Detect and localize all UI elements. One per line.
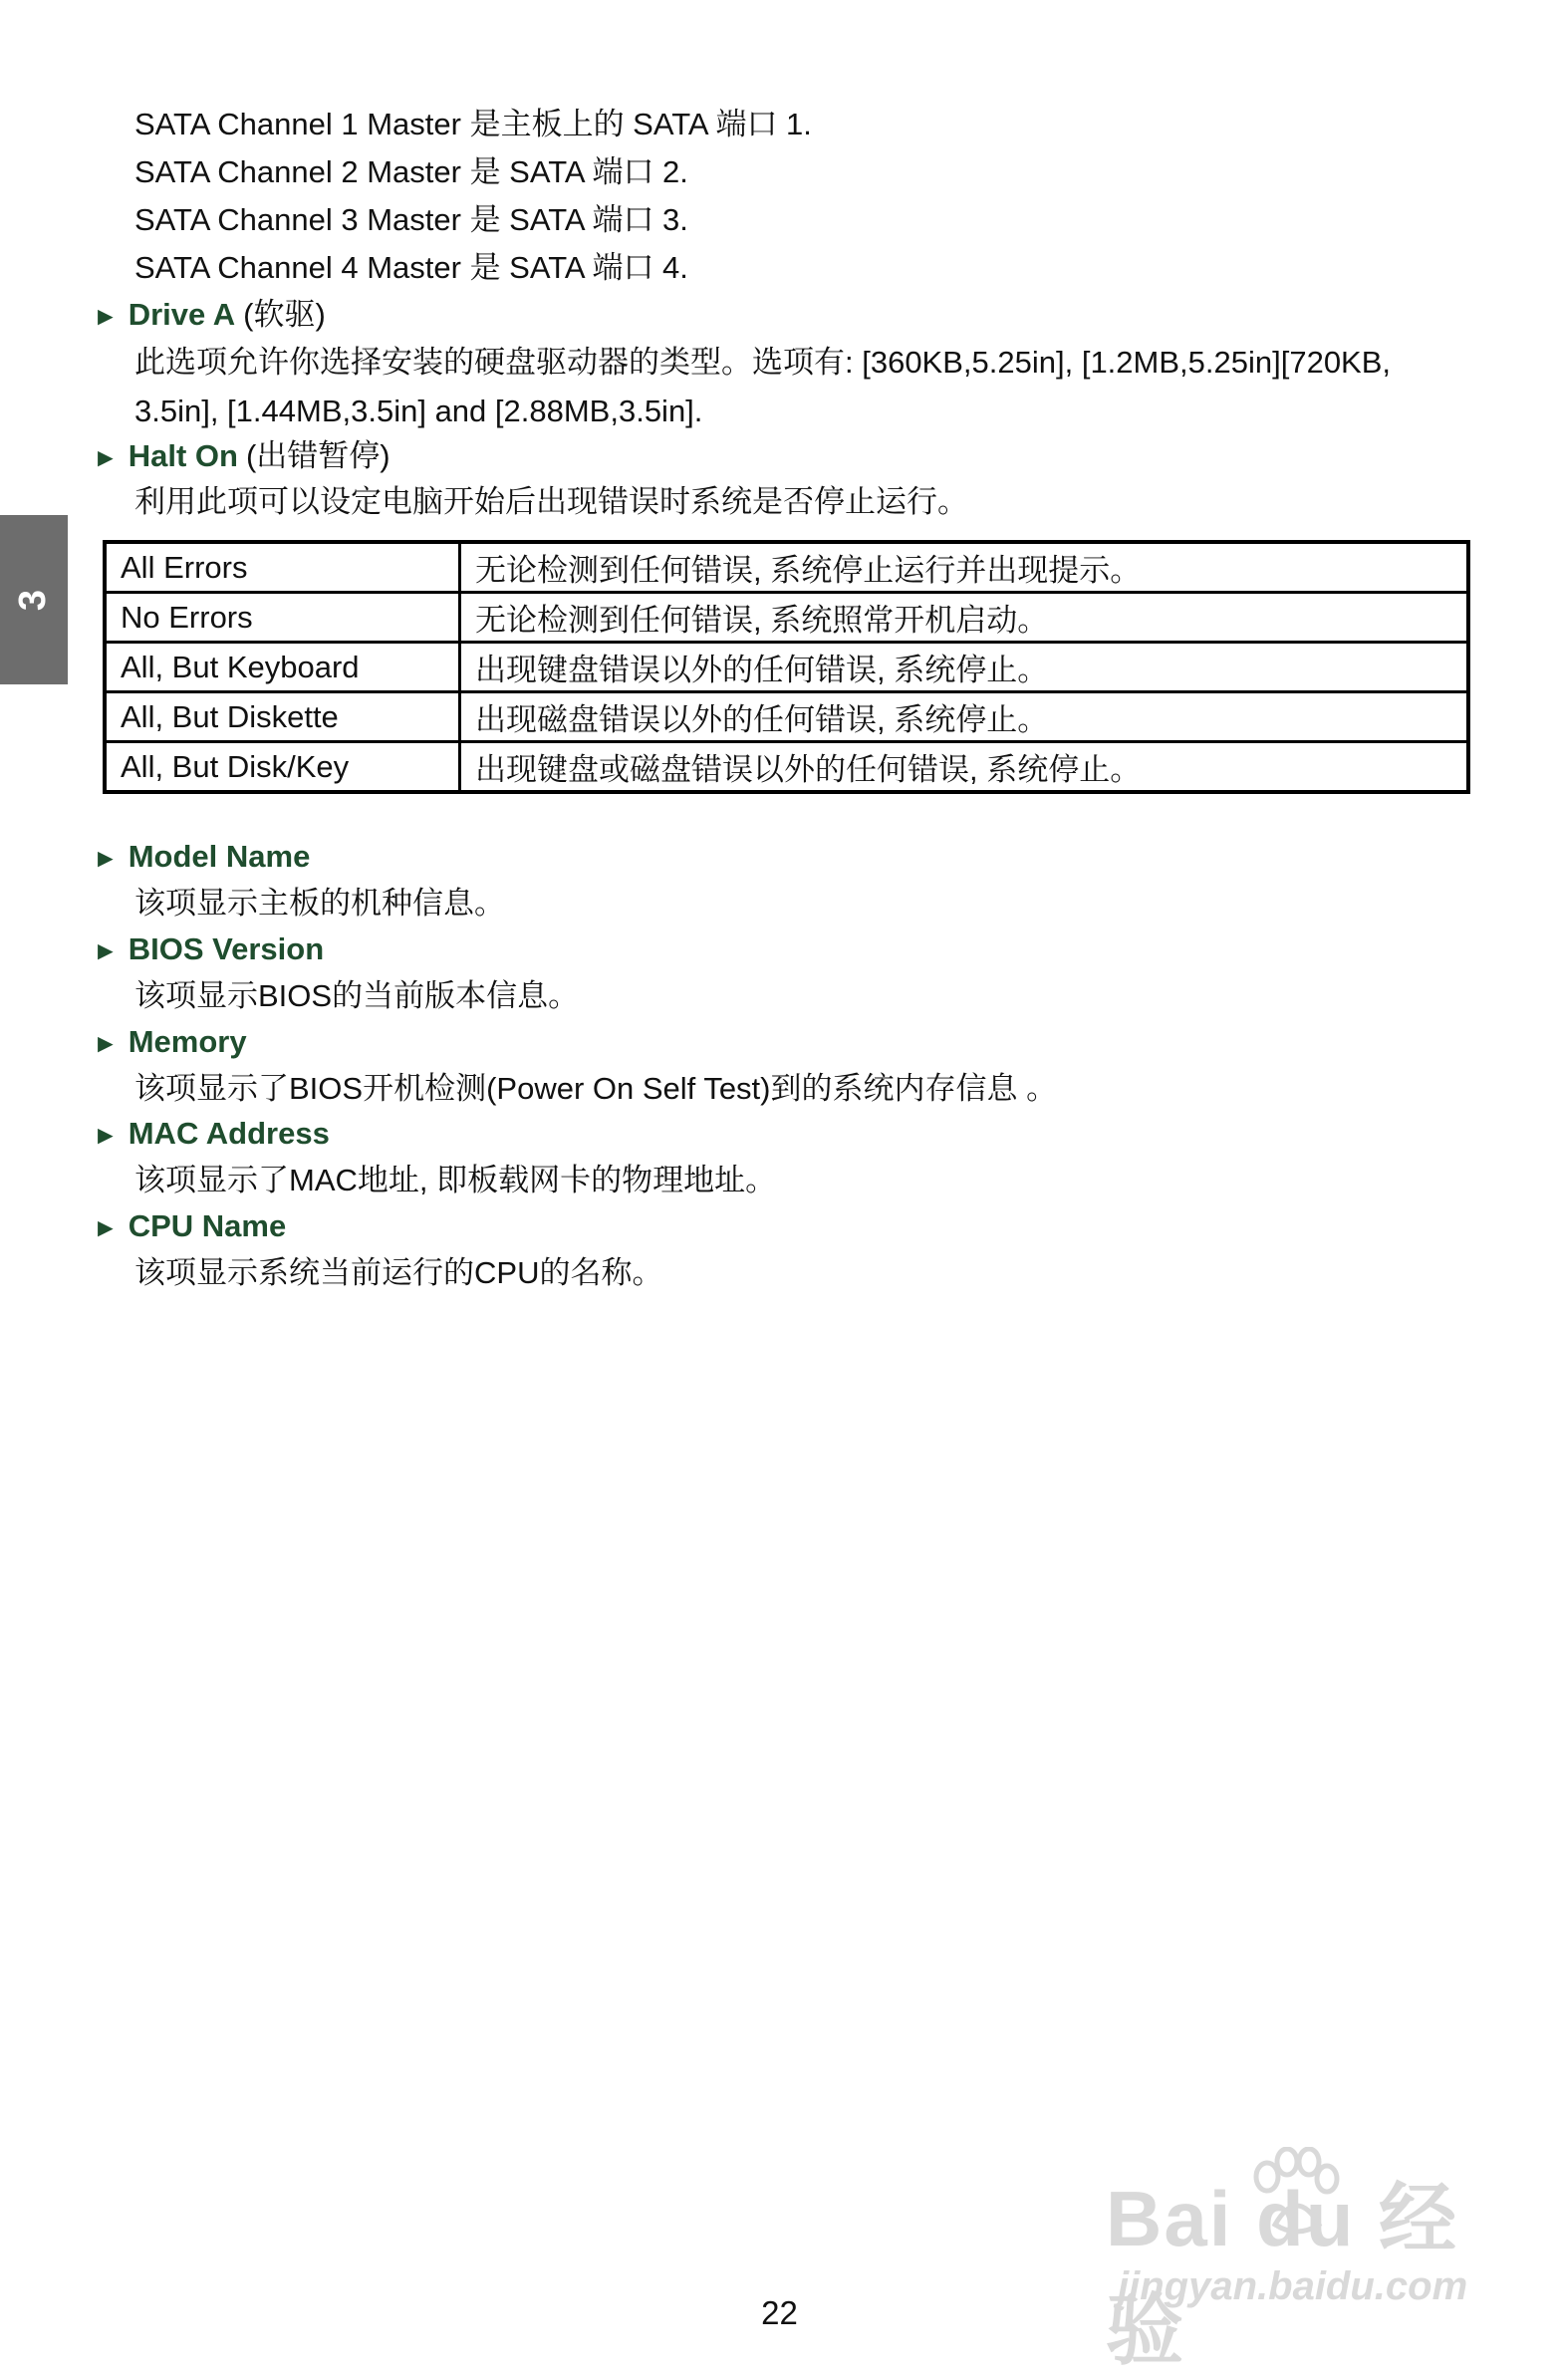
option-cell: All, But Disk/Key — [105, 742, 460, 793]
triangle-bullet-icon: ► — [93, 843, 119, 873]
mac-address-heading — [93, 1113, 330, 1156]
bios-version-title: BIOS Version — [128, 931, 325, 966]
triangle-bullet-icon: ► — [93, 935, 119, 965]
memory-heading — [93, 1021, 247, 1064]
halt-on-options-table — [103, 540, 1470, 794]
option-cell: All, But Diskette — [105, 692, 460, 742]
model-name-title: Model Name — [128, 839, 311, 874]
description-cell: 出现磁盘错误以外的任何错误, 系统停止。 — [460, 692, 1469, 742]
intro-line-4: SATA Channel 4 Master 是 SATA 端口 4. — [134, 250, 688, 285]
bios-version-desc: 该项显示BIOS的当前版本信息。 — [134, 978, 580, 1013]
triangle-bullet-icon: ► — [93, 301, 119, 331]
mac-address-title: MAC Address — [128, 1116, 330, 1151]
memory-title: Memory — [128, 1024, 247, 1059]
table-row — [105, 692, 1468, 742]
page-number: 22 — [761, 2294, 798, 2331]
cpu-name-title: CPU Name — [128, 1208, 287, 1243]
halt-on-desc: 利用此项可以设定电脑开始后出现错误时系统是否停止运行。 — [134, 484, 968, 519]
table-row — [105, 542, 1468, 593]
triangle-bullet-icon: ► — [93, 442, 119, 472]
option-cell: No Errors — [105, 593, 460, 643]
halt-on-heading — [93, 435, 390, 478]
drive-a-desc-line1: 此选项允许你选择安装的硬盘驱动器的类型。选项有: [360KB,5.25in], [1.2MB,5.25in][720KB, — [134, 345, 1392, 380]
model-name-heading — [93, 836, 310, 879]
option-cell: All Errors — [105, 542, 460, 593]
drive-a-desc-line2: 3.5in], [1.44MB,3.5in] and [2.88MB,3.5in]. — [134, 394, 703, 428]
description-cell: 无论检测到任何错误, 系统停止运行并出现提示。 — [460, 542, 1469, 593]
memory-desc: 该项显示了BIOS开机检测(Power On Self Test)到的系统内存信息 。 — [134, 1071, 1058, 1106]
drive-a-subtitle: (软驱) — [243, 297, 326, 332]
triangle-bullet-icon: ► — [93, 1120, 119, 1150]
cpu-name-desc: 该项显示系统当前运行的CPU的名称。 — [134, 1255, 663, 1290]
intro-line-1: SATA Channel 1 Master 是主板上的 SATA 端口 1. — [134, 107, 812, 141]
option-cell: All, But Keyboard — [105, 643, 460, 692]
watermark-logo: Bai du 经验 — [1106, 2175, 1459, 2374]
cpu-name-heading — [93, 1205, 286, 1248]
watermark-url: jingyan.baidu.com — [1118, 2264, 1468, 2308]
halt-on-title: Halt On — [128, 438, 238, 473]
description-cell: 无论检测到任何错误, 系统照常开机启动。 — [460, 593, 1469, 643]
mac-address-desc: 该项显示了MAC地址, 即板载网卡的物理地址。 — [134, 1163, 777, 1197]
chapter-number: 3 — [12, 589, 55, 611]
table-row — [105, 742, 1468, 793]
model-name-desc: 该项显示主板的机种信息。 — [134, 886, 505, 921]
intro-line-2: SATA Channel 2 Master 是 SATA 端口 2. — [134, 154, 688, 189]
chapter-tab — [0, 515, 68, 684]
description-cell: 出现键盘或磁盘错误以外的任何错误, 系统停止。 — [460, 742, 1469, 793]
description-cell: 出现键盘错误以外的任何错误, 系统停止。 — [460, 643, 1469, 692]
triangle-bullet-icon: ► — [93, 1028, 119, 1058]
drive-a-title: Drive A — [128, 297, 236, 332]
halt-on-subtitle: (出错暂停) — [245, 438, 390, 473]
bios-version-heading — [93, 928, 324, 971]
intro-line-3: SATA Channel 3 Master 是 SATA 端口 3. — [134, 202, 688, 237]
drive-a-heading — [93, 294, 326, 337]
table-row — [105, 643, 1468, 692]
table-row — [105, 593, 1468, 643]
triangle-bullet-icon: ► — [93, 1212, 119, 1242]
